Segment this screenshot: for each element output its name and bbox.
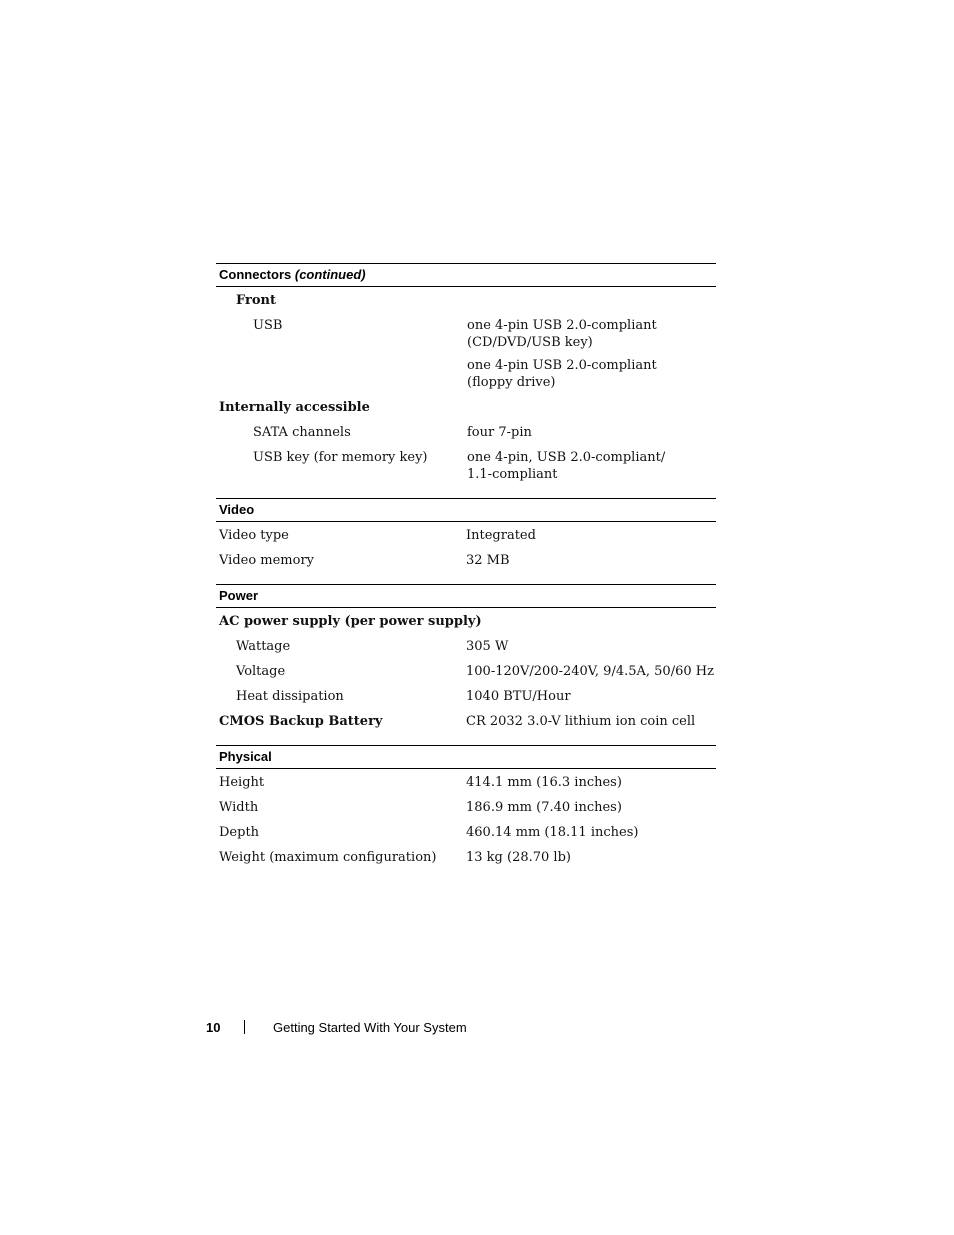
section-header-physical xyxy=(216,745,716,769)
section-rows-power xyxy=(216,608,716,745)
spec-row-heat-dissipation xyxy=(216,684,716,709)
spec-value: 414.1 mm (16.3 inches) xyxy=(466,775,622,790)
spec-value: 13 kg (28.70 lb) xyxy=(466,850,571,865)
spec-value: Integrated xyxy=(466,528,536,543)
spec-value: 186.9 mm (7.40 inches) xyxy=(466,800,622,815)
spec-label: CMOS Backup Battery xyxy=(219,714,383,729)
section-header-power xyxy=(216,584,716,608)
spec-value: CR 2032 3.0-V lithium ion coin cell xyxy=(466,714,696,729)
spec-label: USB key (for memory key) xyxy=(253,450,428,465)
spec-value: one 4-pin USB 2.0-compliant xyxy=(467,358,657,373)
spec-row-usb xyxy=(216,313,716,395)
spec-value: 100-120V/200-240V, 9/4.5A, 50/60 Hz xyxy=(466,664,714,679)
footer-title: Getting Started With Your System xyxy=(273,1019,467,1035)
spec-value: 305 W xyxy=(466,639,509,654)
section-rows-video xyxy=(216,522,716,584)
spec-label: SATA channels xyxy=(253,425,351,440)
spec-value: 32 MB xyxy=(466,553,510,568)
section-title: Physical xyxy=(219,749,272,764)
spec-label: Voltage xyxy=(236,664,286,679)
spec-label: Width xyxy=(219,800,259,815)
spec-row-usb-key xyxy=(216,445,716,487)
spec-label: Height xyxy=(219,775,265,790)
spec-value: four 7-pin xyxy=(467,425,532,440)
spec-row-voltage xyxy=(216,659,716,684)
spec-row-cmos-battery xyxy=(216,709,716,734)
spec-label: AC power supply (per power supply) xyxy=(219,614,482,629)
page-footer xyxy=(206,1017,467,1037)
section-title-suffix: (continued) xyxy=(294,267,366,282)
section-header-connectors xyxy=(216,263,716,287)
spec-row-depth xyxy=(216,820,716,845)
footer-divider xyxy=(244,1020,245,1034)
spec-row-sata xyxy=(216,420,716,445)
spec-row-height xyxy=(216,770,716,795)
spec-value: (CD/DVD/USB key) xyxy=(467,335,593,350)
spec-label: Front xyxy=(236,293,276,308)
spec-row-wattage xyxy=(216,634,716,659)
spec-row-video-type xyxy=(216,523,716,548)
spec-label: USB xyxy=(253,318,283,333)
spec-row-front xyxy=(216,288,716,313)
section-title: Video xyxy=(219,502,255,517)
spec-row-internally-accessible xyxy=(216,395,716,420)
section-rows-physical xyxy=(216,769,716,881)
section-title: Connectors xyxy=(219,267,292,282)
spec-label: Internally accessible xyxy=(219,400,370,415)
section-title: Power xyxy=(219,588,259,603)
spec-value: one 4-pin, USB 2.0-compliant/ xyxy=(467,450,666,465)
spec-row-video-memory xyxy=(216,548,716,573)
section-rows-connectors xyxy=(216,287,716,498)
spec-label: Video memory xyxy=(219,553,315,568)
spec-row-weight xyxy=(216,845,716,870)
spec-value: (floppy drive) xyxy=(467,375,556,390)
spec-row-width xyxy=(216,795,716,820)
spec-row-ac-power-supply xyxy=(216,609,716,634)
spec-table xyxy=(216,263,716,881)
spec-value: 1.1-compliant xyxy=(467,467,558,482)
spec-label: Video type xyxy=(219,528,289,543)
page-number: 10 xyxy=(206,1019,221,1035)
spec-value: 1040 BTU/Hour xyxy=(466,689,571,704)
spec-value: one 4-pin USB 2.0-compliant xyxy=(467,318,657,333)
spec-label: Depth xyxy=(219,825,260,840)
section-header-video xyxy=(216,498,716,522)
spec-label: Heat dissipation xyxy=(236,689,344,704)
spec-label: Weight (maximum configuration) xyxy=(219,850,437,865)
spec-value: 460.14 mm (18.11 inches) xyxy=(466,825,639,840)
spec-label: Wattage xyxy=(236,639,291,654)
